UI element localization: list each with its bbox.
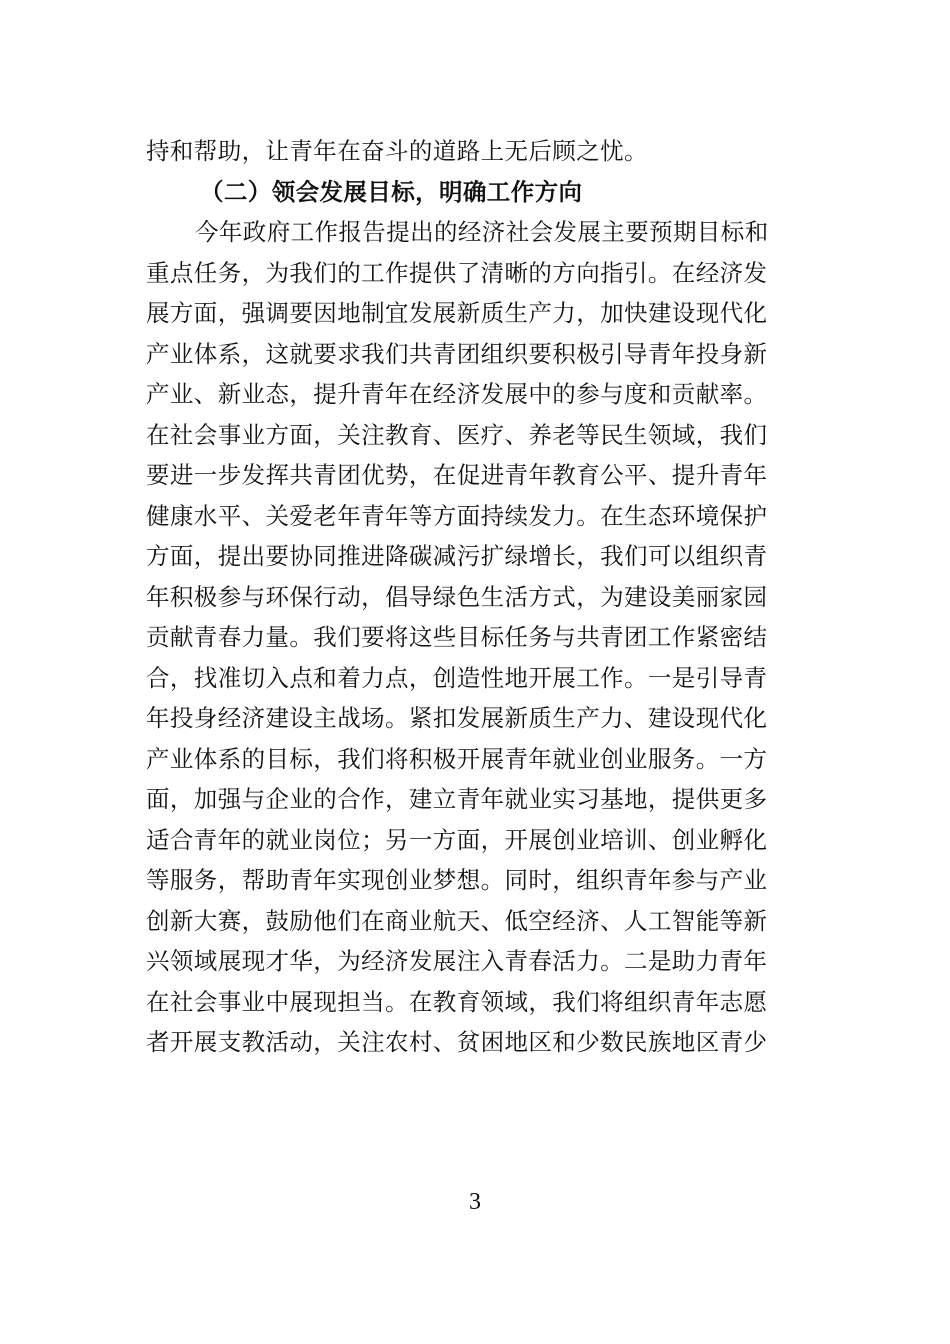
text-line: 在社会事业方面，关注教育、医疗、养老等民生领域，我们	[146, 420, 768, 449]
text-line: 年积极参与环保行动，倡导绿色生活方式，为建设美丽家园	[146, 582, 768, 611]
text-line: 产业、新业态，提升青年在经济发展中的参与度和贡献率。	[146, 380, 768, 408]
text-line: 要进一步发挥共青团优势，在促进青年教育公平、提升青年	[146, 461, 768, 489]
text-line: 产业体系，这就要求我们共青团组织要积极引导青年投身新	[146, 339, 768, 368]
text-line: 方面，提出要协同推进降碳减污扩绿增长，我们可以组织青	[146, 542, 768, 570]
text-line: 等服务，帮助青年实现创业梦想。同时，组织青年参与产业	[146, 866, 768, 894]
text-line: 重点任务，为我们的工作提供了清晰的方向指引。在经济发	[146, 258, 768, 287]
text-line: 健康水平、关爱老年青年等方面持续发力。在生态环境保护	[146, 501, 768, 530]
text-line: 兴领域展现才华，为经济发展注入青春活力。二是助力青年	[146, 947, 768, 975]
text-line: 年投身经济建设主战场。紧扣发展新质生产力、建设现代化	[146, 704, 768, 732]
text-line: 今年政府工作报告提出的经济社会发展主要预期目标和	[195, 218, 769, 246]
text-line: 产业体系的目标，我们将积极开展青年就业创业服务。一方	[146, 744, 768, 773]
text-line: 面，加强与企业的合作，建立青年就业实习基地，提供更多	[146, 785, 768, 813]
text-line: 适合青年的就业岗位；另一方面，开展创业培训、创业孵化	[146, 825, 768, 854]
page-number: 3	[469, 1189, 481, 1215]
text-line: 创新大赛，鼓励他们在商业航天、低空经济、人工智能等新	[146, 906, 768, 935]
text-line: 贡献青春力量。我们要将这些目标任务与共青团工作紧密结	[146, 623, 768, 651]
section-heading: （二）领会发展目标，明确工作方向	[200, 177, 583, 206]
text-line: 合，找准切入点和着力点，创造性地开展工作。一是引导青	[146, 663, 768, 692]
document-body	[146, 131, 816, 1063]
text-line: 持和帮助，让青年在奋斗的道路上无后顾之忧。	[146, 137, 648, 165]
text-line: 在社会事业中展现担当。在教育领域，我们将组织青年志愿	[146, 987, 768, 1016]
text-line: 者开展支教活动，关注农村、贫困地区和少数民族地区青少	[146, 1028, 768, 1056]
text-line: 展方面，强调要因地制宜发展新质生产力，加快建设现代化	[146, 299, 768, 327]
